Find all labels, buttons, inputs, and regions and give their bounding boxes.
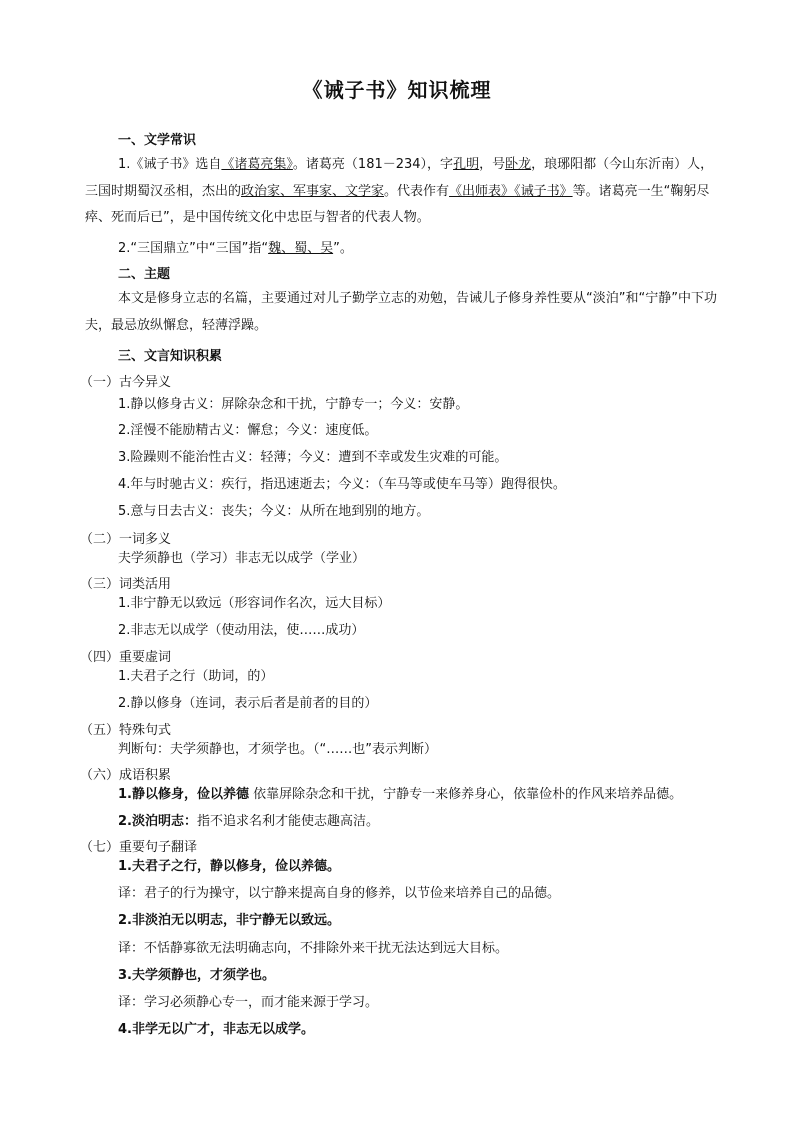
sentence-original: 1.夫君子之行，静以修身，俭以养德。	[118, 859, 340, 874]
sentence-original: 3.夫学须静也，才须学也。	[118, 968, 275, 983]
idiom-term: 1.静以修身，俭以养德	[118, 787, 249, 802]
group-label: （六）成语积累	[80, 768, 172, 783]
text-run: ，号	[479, 157, 506, 172]
list-item: 1.夫君子之行（助词，的）	[118, 669, 274, 684]
text-run: 2.“三国鼎立”中“三国”指“	[118, 241, 269, 256]
list-item: 3.险躁则不能治性古义：轻薄；今义：遭到不幸或发生灾难的可能。	[118, 450, 508, 465]
literary-knowledge-paragraph	[85, 152, 725, 232]
sentence-translation: 译：君子的行为操守，以宁静来提高自身的修养，以节俭来培养自己的品德。	[118, 886, 561, 901]
source-book-link: 《诸葛亮集》	[221, 157, 293, 172]
group-label: （二）一词多义	[80, 532, 172, 547]
list-item: 夫学须静也（学习）非志无以成学（学业）	[118, 551, 366, 566]
list-item: 1.非宁静无以致远（形容词作名次，远大目标）	[118, 596, 391, 611]
text-run: 等。诸葛亮一生“鞠躬尽瘁、死而后已”，是中国传统文化中忠臣与智者的代表人物。	[85, 183, 710, 225]
kingdom-names: 魏、蜀、吴	[268, 241, 334, 256]
text-run: 。诸葛亮（181－234），字	[292, 157, 454, 172]
sentence-translation: 译：学习必须静心专一，而才能来源于学习。	[118, 995, 379, 1010]
list-item: 2.静以修身（连词，表示后者是前者的目的）	[118, 696, 378, 711]
list-item: 判断句：夫学须静也，才须学也。（“……也”表示判断）	[118, 742, 437, 757]
group-label: （七）重要句子翻译	[80, 840, 198, 855]
text-run: ，琅琊阳都（今山东沂南）人，三国时期蜀汉丞相，杰出的	[85, 157, 714, 199]
list-item: 2.非志无以成学（使动用法，使……成功）	[118, 623, 365, 638]
sentence-original: 2.非淡泊无以明志，非宁静无以致远。	[118, 913, 340, 928]
list-item: 5.意与日去古义：丧失；今义：从所在地到别的地方。	[118, 504, 430, 519]
roles: 政治家、军事家、文学家	[241, 183, 385, 199]
section-1-heading: 一、文学常识	[118, 133, 197, 148]
courtesy-name: 孔明	[453, 157, 480, 172]
text-run: ”。	[333, 241, 353, 256]
theme-paragraph: 本文是修身立志的名篇，主要通过对儿子勤学立志的劝勉，告诫儿子修身养性要从“淡泊”和“宁静”中下功夫，最忌放纵懈怠，轻薄浮躁。	[85, 291, 717, 333]
section-2-heading: 二、主题	[118, 267, 171, 282]
group-label: （三）词类活用	[80, 577, 172, 592]
group-label: （四）重要虚词	[80, 650, 172, 665]
work-title: 《出师表》	[449, 183, 515, 199]
group-label: （五）特殊句式	[80, 723, 172, 738]
idiom-item	[118, 813, 379, 831]
list-item: 4.年与时驰古义：疾行，指迅速逝去；今义：（车马等或使车马等）跑得很快。	[118, 477, 566, 492]
sentence-translation: 译：不恬静寡欲无法明确志向，不排除外来干扰无法达到远大目标。	[118, 941, 509, 956]
text-run: 1.《诫子书》选自	[118, 157, 222, 172]
idiom-meaning: 指不追求名利才能使志趣高洁。	[196, 814, 379, 829]
page-title: 《诫子书》知识梳理	[302, 78, 492, 102]
pseudonym: 卧龙	[505, 157, 532, 172]
idiom-meaning: 依靠屏除杂念和干扰，宁静专一来修养身心，依靠俭朴的作风来培养品德。	[248, 787, 683, 802]
idiom-item	[118, 786, 682, 804]
work-title: 《诫子书》	[514, 183, 573, 199]
list-item: 2.淫慢不能励精古义：懈怠；今义：速度低。	[118, 423, 378, 438]
section-3-heading: 三、文言知识积累	[118, 349, 223, 364]
text-run: 。代表作有	[384, 183, 450, 199]
sentence-original: 4.非学无以广才，非志无以成学。	[118, 1022, 314, 1037]
list-item: 1.静以修身古义：屏除杂念和干扰，宁静专一；今义：安静。	[118, 397, 469, 412]
idiom-term: 2.淡泊明志：	[118, 814, 197, 829]
three-kingdoms-note	[118, 240, 353, 258]
group-label: （一）古今异义	[80, 375, 172, 390]
